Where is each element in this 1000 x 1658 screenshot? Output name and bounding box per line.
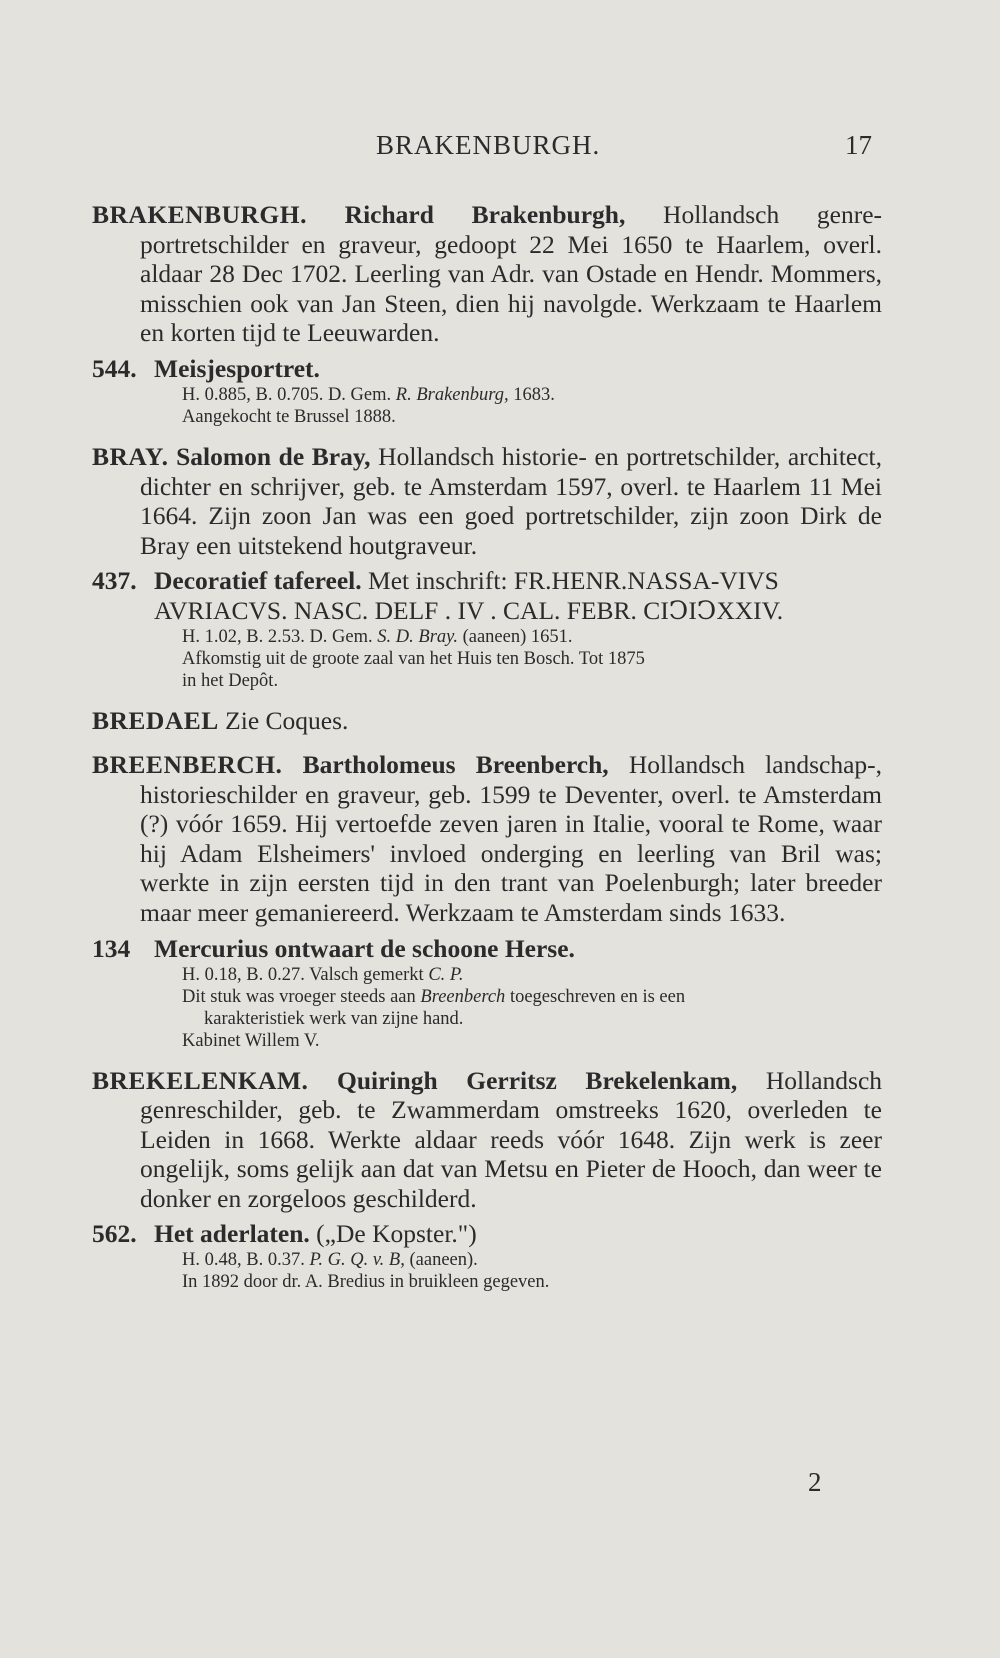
artist-biography — [92, 750, 882, 928]
attribution-note-continued: karakteristiek werk van zijne hand. — [204, 1008, 464, 1029]
signature: R. Brakenburg, — [395, 384, 509, 405]
artwork-title: Het aderlaten. — [154, 1219, 310, 1249]
biography-text: Hollandsch landschap-, historieschilder en graveur, geb. 1599 te Deventer, overl. te Amsterdam (?) vóór 1659. Hij vertoefde zeven jaren in Italie, vooral te Rome, waar hij Adam Elsheimers' invloed onderging en leerling van Bril was; werkte in zijn eersten tijd in den trant van Poelenburgh; later breeder maar meer gemaniereerd. Werkzaam te Amsterdam sinds 1633. — [140, 749, 883, 927]
dimensions: H. 0.48, B. 0.37. — [182, 1250, 305, 1271]
catalogue-number: 544. — [92, 353, 137, 383]
artwork-details — [92, 626, 882, 648]
page-number: 17 — [845, 130, 872, 160]
catalogue-number: 562. — [92, 1219, 137, 1249]
artist-heading: BRAY. — [92, 441, 169, 471]
catalogue-number: 437. — [92, 566, 137, 596]
running-title: BRAKENBURGH. — [376, 130, 601, 160]
catalogue-entry — [92, 200, 882, 428]
artist-fullname: Quiringh Gerritsz Brekelenkam, — [337, 1065, 738, 1095]
catalogue-entry — [92, 442, 882, 692]
artist-biography — [92, 442, 882, 560]
see-also: Zie Coques. — [225, 706, 349, 736]
cross-reference — [92, 706, 882, 736]
provenance: In 1892 door dr. A. Bredius in bruikleen gegeven. — [182, 1272, 550, 1293]
signature-mark: 2 — [808, 1467, 822, 1497]
artwork — [92, 934, 882, 1052]
artwork-details — [92, 964, 882, 986]
signature: C. P. — [428, 964, 464, 985]
artist-biography — [92, 1066, 882, 1214]
artwork-details — [92, 1249, 882, 1271]
date: (aaneen). — [409, 1250, 478, 1271]
artwork — [92, 566, 882, 692]
dimensions: H. 0.18, B. 0.27. Valsch gemerkt — [182, 964, 424, 985]
catalogue-content — [92, 200, 882, 1307]
artist-fullname: Bartholomeus Breenberch, — [302, 749, 609, 779]
artwork — [92, 1219, 882, 1293]
catalogue-entry — [92, 750, 882, 1052]
artwork-title: Decoratief tafereel. — [154, 566, 362, 596]
inscription: Met inschrift: FR.HENR.NASSA-VIVS AVRIACVS. NASC. DELF . IV . CAL. FEBR. CIↃIↃXXIV. — [154, 566, 784, 626]
date: (aaneen) 1651. — [462, 627, 573, 648]
catalogue-entry — [92, 1066, 882, 1294]
artwork-subtitle: („De Kopster.") — [316, 1219, 477, 1249]
biography-text: Hollandsch historie- en portretschilder, architect, dichter en schrijver, geb. te Amsterdam 1597, overl. te Haarlem 11 Mei 1664. Zijn zoon Jan was een goed portretschilder, zijn zoon Dirk de Bray een uitstekend houtgraveur. — [140, 441, 883, 560]
dimensions: H. 1.02, B. 2.53. D. Gem. — [182, 627, 373, 648]
artist-fullname: Salomon de Bray, — [176, 441, 371, 471]
artwork-title: Meisjesportret. — [154, 353, 320, 383]
provenance: Afkomstig uit de groote zaal van het Huis ten Bosch. Tot 1875 — [182, 649, 645, 670]
attribution-note — [92, 986, 882, 1008]
running-head — [0, 130, 1000, 164]
signature: S. D. Bray. — [377, 627, 458, 648]
artwork-title-line — [92, 566, 882, 626]
biography-text: Hollandsch genreschilder, geb. te Zwammerdam omstreeks 1620, overleden te Leiden in 1668. Werkte aldaar reeds vóór 1648. Zijn werk is zeer ongelijk, soms gelijk aan dat van Metsu en Pieter de Hooch, dan weer te donker en zorgeloos geschilderd. — [140, 1065, 883, 1213]
artist-fullname: Richard Brakenburgh, — [344, 200, 626, 229]
note-artist-name: Breenberch — [420, 986, 506, 1007]
artwork-title-line — [92, 354, 882, 384]
provenance-continued: in het Depôt. — [182, 671, 279, 692]
dimensions: H. 0.885, B. 0.705. D. Gem. — [182, 384, 392, 405]
artwork-title: Mercurius ontwaart de schoone Herse. — [154, 933, 575, 963]
artist-biography — [92, 200, 882, 348]
artwork-title-line — [92, 934, 882, 964]
artwork — [92, 354, 882, 428]
biography-text: Hollandsch genre-portretschilder en graveur, gedoopt 22 Mei 1650 te Haarlem, overl. aldaar 28 Dec 1702. Leerling van Adr. van Ostade en Hendr. Mommers, misschien ook van Jan Steen, dien hij navolgde. Werkzaam te Haarlem en korten tijd te Leeuwarden. — [140, 200, 882, 348]
artist-heading: BREENBERCH. — [92, 749, 283, 779]
note-text: Dit stuk was vroeger steeds aan — [182, 986, 416, 1007]
artwork-title-line — [92, 1219, 882, 1249]
catalogue-entry — [92, 706, 882, 736]
note-text: toegeschreven en is een — [509, 986, 686, 1007]
catalogue-number: 134 — [92, 933, 131, 963]
provenance: Kabinet Willem V. — [182, 1030, 320, 1051]
signature: P. G. Q. v. B, — [309, 1250, 405, 1271]
artist-heading: BREDAEL — [92, 706, 219, 736]
artist-heading: BREKELENKAM. — [92, 1065, 309, 1095]
date: 1683. — [513, 384, 555, 405]
provenance: Aangekocht te Brussel 1888. — [182, 406, 396, 427]
artist-heading: BRAKENBURGH. — [92, 200, 307, 229]
artwork-details — [92, 384, 882, 406]
